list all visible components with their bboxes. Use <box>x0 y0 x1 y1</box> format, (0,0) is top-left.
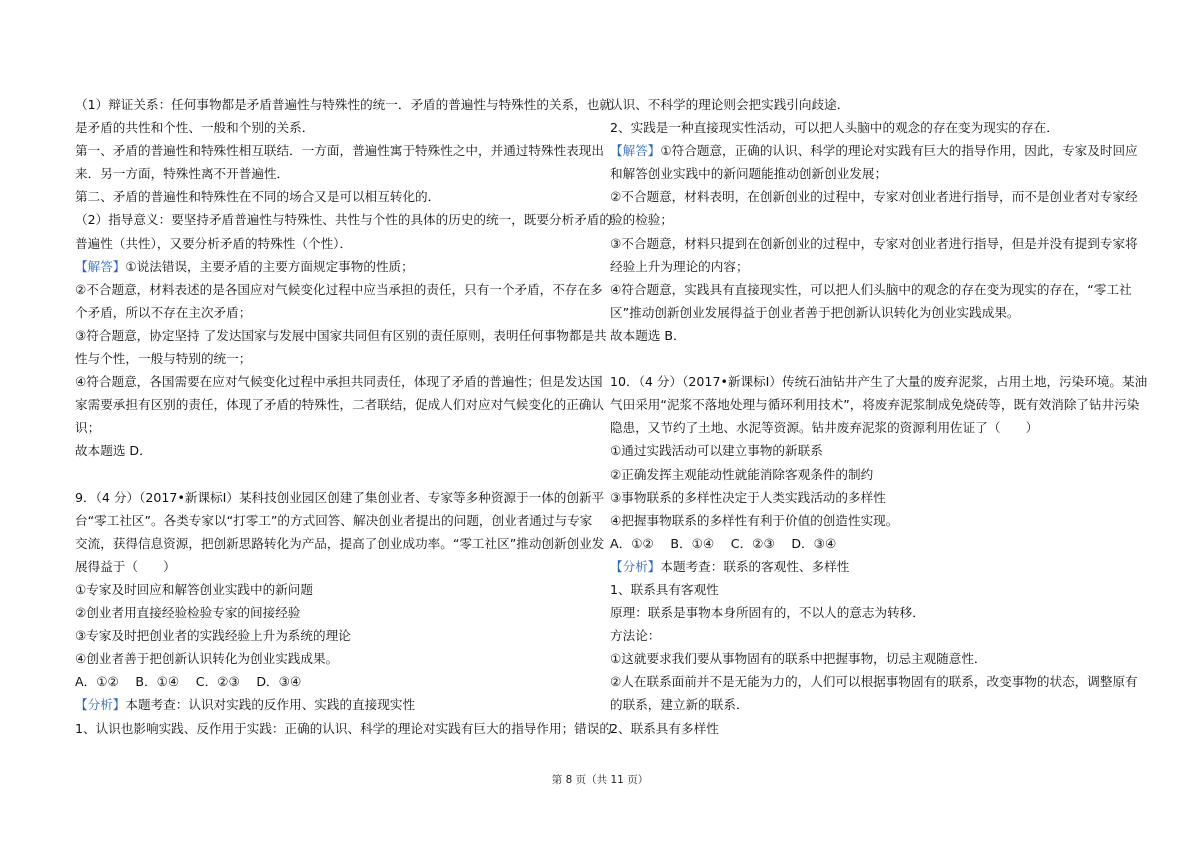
line-text: ②不合题意，材料表明，在创新创业的过程中，专家对创业者进行指导，而不是创业者对专家经 <box>610 189 1138 205</box>
text-line <box>610 393 1140 416</box>
line-text: ④符合题意，各国需要在应对气候变化过程中承担共同责任，体现了矛盾的普遍性；但是发达国 <box>75 374 603 390</box>
text-line <box>610 232 1138 255</box>
line-text: 原理：联系是事物本身所固有的，不以人的意志为转移． <box>610 605 925 621</box>
text-line <box>610 693 1130 716</box>
line-text: 区”推动创新创业发展得益于创业者善于把创新认识转化为创业实践成果。 <box>610 304 1020 320</box>
line-text: 家需要承担有区别的责任，体现了矛盾的特殊性，二者联结，促成人们对应对气候变化的正确认 <box>75 397 604 413</box>
right-column <box>610 93 1148 740</box>
text-line <box>75 509 595 532</box>
line-text: 和解答创业实践中的新问题能推动创新创业发展； <box>610 166 888 182</box>
text-line <box>75 301 595 324</box>
line-text: 经验上升为理论的内容； <box>610 258 749 274</box>
line-text: 展得益于（ ） <box>75 558 176 574</box>
line-text: 2、实践是一种直接现实性活动，可以把人头脑中的观念的存在变为现实的存在． <box>610 120 1059 136</box>
line-text: （2）指导意义：要坚持矛盾普遍性与特殊性、共性与个性的具体的历史的统一，既要分析矛盾的 <box>75 212 612 228</box>
text-line <box>75 416 595 439</box>
page-footer: 第 8 页（共 11 页） <box>551 774 649 786</box>
text-line <box>610 301 1130 324</box>
line-text: 本题考查：联系的客观性、多样性 <box>660 558 850 574</box>
text-line <box>610 509 1130 532</box>
line-text: 第一、矛盾的普遍性和特殊性相互联结．一方面，普遍性寓于特殊性之中，并通过特殊性表现出 <box>75 143 604 159</box>
line-text: 隐患，又节约了土地、水泥等资源。钻井废弃泥浆的资源利用佐证了（ ） <box>610 420 1039 436</box>
text-line <box>75 208 612 231</box>
text-line <box>75 370 603 393</box>
text-line <box>75 578 595 601</box>
line-text: 台“零工社区”。各类专家以“打零工”的方式回答、解决创业者提出的问题，创业者通过与专家 <box>75 512 593 528</box>
line-text: 个矛盾，所以不存在主次矛盾； <box>75 304 252 320</box>
line-text: ②不合题意，材料表述的是各国应对气候变化过程中应当承担的责任，只有一个矛盾，不存在多 <box>75 281 603 297</box>
section-tag: 【解答】 <box>610 143 661 159</box>
text-line <box>75 624 595 647</box>
text-line <box>610 532 1130 555</box>
text-line <box>610 439 1130 462</box>
line-text: 气田采用“泥浆不落地处理与循环利用技术”，将废弃泥浆制成免烧砖等，既有效消除了钻井污染 <box>610 397 1140 413</box>
text-line <box>75 93 612 116</box>
line-text: ④创业者善于把创新认识转化为创业实践成果。 <box>75 651 339 667</box>
text-line <box>610 624 1130 647</box>
line-text: 第二、矛盾的普遍性和特殊性在不同的场合又是可以相互转化的． <box>75 189 441 205</box>
text-line <box>75 162 595 185</box>
text-line <box>75 232 595 255</box>
text-line <box>610 370 1148 393</box>
line-text: （1）辩证关系：任何事物都是矛盾普遍性与特殊性的统一．矛盾的普遍性与特殊性的关系，也就 <box>75 97 612 112</box>
text-line <box>610 162 1130 185</box>
text-line <box>610 670 1138 693</box>
line-text: 认识、不科学的理论则会把实践引向歧途． <box>610 97 850 112</box>
text-line <box>610 139 1138 162</box>
text-line <box>75 601 595 624</box>
line-text: 性与个性，一般与特别的统一； <box>75 351 252 367</box>
line-text: ②正确发挥主观能动性就能消除客观条件的制约 <box>610 466 874 482</box>
line-text: ①这就要求我们要从事物固有的联系中把握事物，切忌主观随意性． <box>610 651 987 667</box>
line-text: ①符合题意，正确的认识、科学的理论对实践有巨大的指导作用，因此，专家及时回应 <box>660 143 1138 159</box>
line-text: 验的检验； <box>610 212 673 228</box>
text-line <box>75 347 595 370</box>
line-text: 2、联系具有多样性 <box>610 720 719 736</box>
line-text: 1、联系具有客观性 <box>610 581 719 597</box>
text-line <box>75 185 595 208</box>
text-line <box>610 486 1130 509</box>
text-line <box>610 324 1130 347</box>
left-column <box>75 93 612 740</box>
line-text: 故本题选 B． <box>610 327 686 343</box>
paragraph-gap <box>610 347 1130 370</box>
text-line <box>75 486 605 509</box>
text-line <box>610 255 1130 278</box>
line-text: ④符合题意，实践具有直接现实性，可以把人们头脑中的观念的存在变为现实的存在，“零工社 <box>610 281 1132 297</box>
paragraph-gap <box>75 463 595 486</box>
line-text: ①通过实践活动可以建立事物的新联系 <box>610 443 823 459</box>
text-line <box>610 578 1130 601</box>
line-text: 10．（4 分）（2017•新课标Ⅰ）传统石油钻井产生了大量的废弃泥浆，占用土地，污染环境。某油 <box>610 374 1148 390</box>
text-line <box>75 139 604 162</box>
text-line <box>610 647 1130 670</box>
line-text: ③事物联系的多样性决定于人类实践活动的多样性 <box>610 489 886 505</box>
line-text: A．①② B．①④ C．②③ D．③④ <box>75 674 302 690</box>
line-text: ③专家及时把创业者的实践经验上升为系统的理论 <box>75 628 351 644</box>
text-line <box>610 463 1130 486</box>
text-line <box>75 255 595 278</box>
text-line <box>610 208 1130 231</box>
line-text: ①专家及时回应和解答创业实践中的新问题 <box>75 581 313 597</box>
text-line <box>75 555 595 578</box>
text-line <box>75 278 603 301</box>
line-text: A．①② B．①④ C．②③ D．③④ <box>610 535 837 551</box>
text-line <box>75 717 612 740</box>
line-text: 识； <box>75 420 101 436</box>
text-line <box>610 93 1130 116</box>
line-text: 本题考查：认识对实践的反作用、实践的直接现实性 <box>125 697 416 713</box>
text-line <box>75 439 595 462</box>
line-text: ①说法错误，主要矛盾的主要方面规定事物的性质； <box>125 258 414 274</box>
text-line <box>610 717 1130 740</box>
text-line <box>610 116 1130 139</box>
text-line <box>610 416 1130 439</box>
line-text: 方法论： <box>610 628 661 644</box>
line-text: 普遍性（共性），又要分析矛盾的特殊性（个性）． <box>75 235 353 251</box>
text-line <box>610 601 1130 624</box>
line-text: 是矛盾的共性和个性、一般和个别的关系． <box>75 120 315 136</box>
text-line <box>610 185 1138 208</box>
line-text: 交流，获得信息资源，把创新思路转化为产品，提高了创业成功率。“零工社区”推动创新创业发 <box>75 535 605 551</box>
text-line <box>75 693 595 716</box>
text-line <box>610 555 1130 578</box>
line-text: 来．另一方面，特殊性离不开普遍性． <box>75 166 290 182</box>
line-text: 故本题选 D． <box>75 443 152 459</box>
text-line <box>75 393 604 416</box>
text-line <box>75 670 595 693</box>
text-line <box>75 647 595 670</box>
text-line <box>75 116 595 139</box>
line-text: ④把握事物联系的多样性有利于价值的创造性实现。 <box>610 512 899 528</box>
line-text: ②创业者用直接经验检验专家的间接经验 <box>75 605 301 621</box>
line-text: 9．（4 分）（2017•新课标Ⅰ）某科技创业园区创建了集创业者、专家等多种资源于一体的创新平 <box>75 489 605 505</box>
section-tag: 【解答】 <box>75 258 126 274</box>
line-text: 1、认识也影响实践、反作用于实践：正确的认识、科学的理论对实践有巨大的指导作用；错误的 <box>75 720 612 736</box>
section-tag: 【分析】 <box>75 697 126 713</box>
line-text: ③符合题意，协定坚持 了发达国家与发展中国家共同但有区别的责任原则，表明任何事物都是共 <box>75 327 607 343</box>
text-line <box>75 324 607 347</box>
line-text: 的联系，建立新的联系． <box>610 697 749 713</box>
line-text: ②人在联系面前并不是无能为力的，人们可以根据事物固有的联系，改变事物的状态，调整原有 <box>610 674 1138 690</box>
section-tag: 【分析】 <box>610 558 661 574</box>
text-line <box>610 278 1130 301</box>
text-line <box>75 532 605 555</box>
line-text: ③不合题意，材料只提到在创新创业的过程中，专家对创业者进行指导，但是并没有提到专家将 <box>610 235 1138 251</box>
